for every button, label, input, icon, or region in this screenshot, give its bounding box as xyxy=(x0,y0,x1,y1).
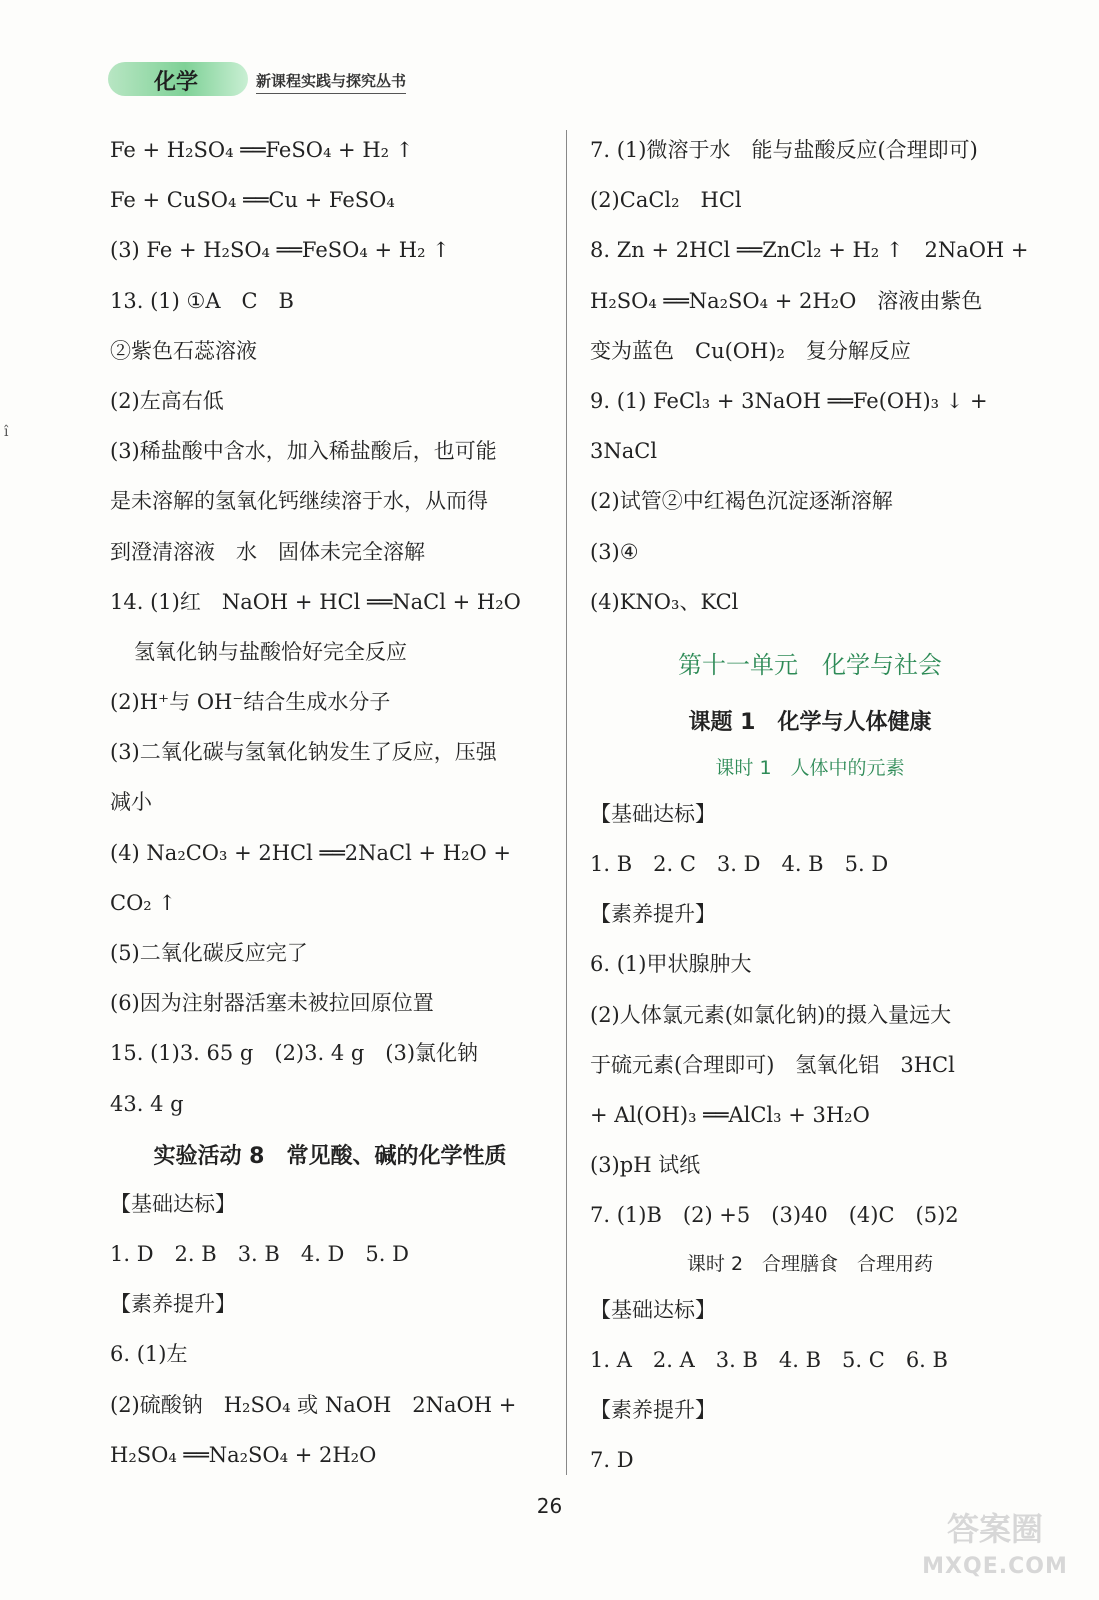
answer-line: (2)左高右低 xyxy=(110,388,224,413)
section-label: 【基础达标】 xyxy=(590,801,716,826)
answer-line: 是未溶解的氢氧化钙继续溶于水，从而得 xyxy=(110,489,488,514)
answer-line: 43. 4 g xyxy=(110,1091,184,1116)
answer-line: 1. B 2. C 3. D 4. B 5. D xyxy=(590,852,889,877)
answer-line: (3)稀盐酸中含水，加入稀盐酸后，也可能 xyxy=(110,439,497,464)
section-label: 【素养提升】 xyxy=(110,1292,236,1317)
answer-line: (2)硫酸钠 H₂SO₄ 或 NaOH 2NaOH + xyxy=(110,1392,517,1417)
section-label: 【素养提升】 xyxy=(590,902,716,927)
section-title: 实验活动 8 常见酸、碱的化学性质 xyxy=(153,1143,507,1169)
period-title: 课时 1 人体中的元素 xyxy=(715,756,905,779)
answer-line: (3)④ xyxy=(590,539,639,564)
answer-line: 13. (1) ①A C B xyxy=(110,288,294,313)
period-title: 课时 2 合理膳食 合理用药 xyxy=(686,1252,934,1275)
section-label: 【基础达标】 xyxy=(590,1297,716,1322)
answer-line: 于硫元素(合理即可) 氢氧化铝 3HCl xyxy=(590,1052,955,1077)
answer-line: 6. (1)甲状腺肿大 xyxy=(590,952,752,977)
answer-line: 7. (1)B (2) +5 (3)40 (4)C (5)2 xyxy=(590,1203,959,1228)
answer-line: 1. A 2. A 3. B 4. B 5. C 6. B xyxy=(590,1347,948,1372)
answer-line: ②紫色石蕊溶液 xyxy=(110,338,257,363)
answer-line: 7. D xyxy=(590,1448,634,1473)
answer-line: H₂SO₄ ══Na₂SO₄ + 2H₂O 溶液由紫色 xyxy=(590,288,983,313)
right-column xyxy=(590,128,1030,1488)
answer-line: 15. (1)3. 65 g (2)3. 4 g (3)氯化钠 xyxy=(110,1041,479,1066)
watermark-logo xyxy=(900,1510,1090,1590)
watermark-url: MXQE.COM xyxy=(922,1554,1068,1579)
answer-line: (6)因为注射器活塞未被拉回原位置 xyxy=(110,991,434,1016)
answer-line: (3)pH 试纸 xyxy=(590,1153,701,1178)
answer-line: 6. (1)左 xyxy=(110,1342,188,1367)
left-column xyxy=(110,128,550,1483)
answer-line: 14. (1)红 NaOH + HCl ══NaCl + H₂O xyxy=(110,589,521,614)
column-divider xyxy=(566,130,567,1475)
answer-line: 变为蓝色 Cu(OH)₂ 复分解反应 xyxy=(590,338,911,363)
answer-line: (5)二氧化碳反应完了 xyxy=(110,941,308,965)
answer-line: (2)CaCl₂ HCl xyxy=(590,188,742,213)
section-label: 【基础达标】 xyxy=(110,1191,236,1216)
answer-line: 减小 xyxy=(110,790,152,815)
answer-line: + Al(OH)₃ ══AlCl₃ + 3H₂O xyxy=(590,1103,870,1127)
answer-line: 氢氧化钠与盐酸恰好完全反应 xyxy=(134,639,407,664)
subject-tab xyxy=(108,62,248,96)
answer-line: (2)试管②中红褐色沉淀逐渐溶解 xyxy=(590,489,893,514)
answer-line: 到澄清溶液 水 固体未完全溶解 xyxy=(110,539,425,564)
subject-label: 化学 xyxy=(154,70,199,95)
unit-title: 第十一单元 化学与社会 xyxy=(678,650,942,679)
section-label: 【素养提升】 xyxy=(590,1397,716,1422)
answer-line: H₂SO₄ ══Na₂SO₄ + 2H₂O xyxy=(110,1442,377,1467)
answer-line: Fe + H₂SO₄ ══FeSO₄ + H₂ ↑ xyxy=(110,138,414,162)
watermark-text: 答案圈 xyxy=(946,1510,1043,1548)
page-header xyxy=(108,60,438,100)
stray-mark: î xyxy=(4,424,9,440)
series-title: 新课程实践与探究丛书 xyxy=(256,70,406,94)
lesson-title: 课题 1 化学与人体健康 xyxy=(688,709,932,735)
answer-line: 8. Zn + 2HCl ══ZnCl₂ + H₂ ↑ 2NaOH + xyxy=(590,238,1029,263)
answer-line: (2)H⁺与 OH⁻结合生成水分子 xyxy=(110,690,391,715)
answer-line: 3NaCl xyxy=(590,439,658,464)
answer-line: (3) Fe + H₂SO₄ ══FeSO₄ + H₂ ↑ xyxy=(110,238,450,263)
answer-line: 1. D 2. B 3. B 4. D 5. D xyxy=(110,1241,409,1266)
answer-line: (3)二氧化碳与氢氧化钠发生了反应，压强 xyxy=(110,740,497,765)
answer-line: 9. (1) FeCl₃ + 3NaOH ══Fe(OH)₃ ↓ + xyxy=(590,388,988,413)
answer-line: CO₂ ↑ xyxy=(110,890,176,915)
answer-line: Fe + CuSO₄ ══Cu + FeSO₄ xyxy=(110,188,395,213)
answer-line: (4)KNO₃、KCl xyxy=(590,589,739,614)
page-number: 26 xyxy=(536,1494,563,1518)
answer-line: (4) Na₂CO₃ + 2HCl ══2NaCl + H₂O + xyxy=(110,840,512,865)
answer-line: (2)人体氯元素(如氯化钠)的摄入量远大 xyxy=(590,1002,952,1027)
answer-line: 7. (1)微溶于水 能与盐酸反应(合理即可) xyxy=(590,138,978,162)
